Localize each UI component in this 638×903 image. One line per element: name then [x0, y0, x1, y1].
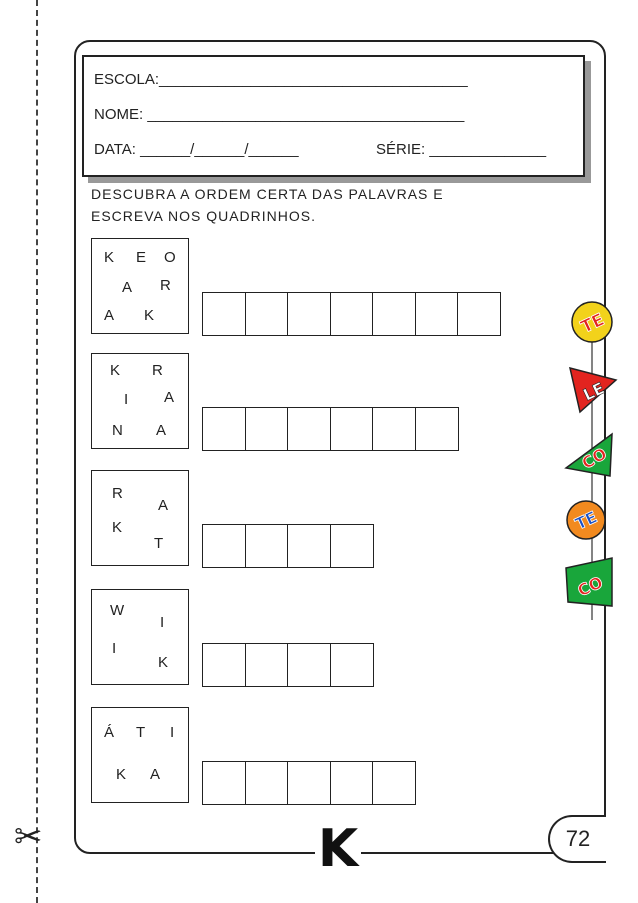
syllable-te-icon — [572, 302, 612, 342]
answer-cell[interactable] — [415, 407, 459, 451]
letter: K — [158, 654, 169, 671]
grade-line[interactable]: SÉRIE: ______________ — [376, 141, 547, 158]
svg-text:CO: CO — [574, 572, 606, 601]
answer-cell[interactable] — [372, 407, 416, 451]
letter: N — [112, 422, 123, 439]
svg-text:TE: TE — [578, 309, 608, 338]
svg-text:TE: TE — [572, 507, 601, 534]
answer-cell[interactable] — [330, 524, 374, 568]
syllable-te-icon — [567, 501, 605, 539]
scrambled-letters-box — [91, 589, 189, 685]
letter: T — [154, 535, 164, 552]
teleco-decoration — [560, 300, 620, 630]
answer-cell[interactable] — [372, 292, 416, 336]
answer-cell[interactable] — [245, 643, 289, 687]
letter: R — [160, 277, 171, 294]
scissors-icon: ✂ — [14, 818, 43, 856]
answer-cell[interactable] — [202, 407, 246, 451]
letter: A — [150, 766, 161, 783]
letter: Á — [104, 724, 115, 741]
answer-cell[interactable] — [245, 761, 289, 805]
answer-cell[interactable] — [202, 524, 246, 568]
letter: W — [110, 602, 125, 619]
answer-cell[interactable] — [330, 643, 374, 687]
answer-cell[interactable] — [287, 524, 331, 568]
letter: A — [156, 422, 167, 439]
scrambled-letters-box — [91, 353, 189, 449]
letter: R — [152, 362, 163, 379]
scrambled-letters-box — [91, 707, 189, 803]
syllable-co-icon — [566, 558, 612, 606]
cut-line — [36, 0, 38, 903]
answer-cell[interactable] — [372, 761, 416, 805]
answer-grid — [202, 643, 374, 687]
letter: I — [160, 614, 165, 631]
svg-text:LE: LE — [580, 378, 608, 405]
letter: A — [164, 389, 175, 406]
answer-cell[interactable] — [330, 407, 374, 451]
school-line[interactable]: ESCOLA:_____________________________________ — [94, 71, 468, 88]
svg-text:CO: CO — [578, 443, 610, 473]
letter: K — [144, 307, 155, 324]
answer-grid — [202, 761, 416, 805]
letter: A — [104, 307, 115, 324]
answer-cell[interactable] — [202, 643, 246, 687]
letter: I — [170, 724, 175, 741]
instruction-text: DESCUBRA A ORDEM CERTA DAS PALAVRAS E ESCREVA NOS QUADRINHOS. — [91, 186, 444, 224]
page-number: 72 — [548, 815, 606, 863]
date-line[interactable]: DATA: ______/______/______ — [94, 141, 299, 158]
syllable-co-icon — [566, 434, 612, 476]
letter: A — [122, 279, 133, 296]
name-line[interactable]: NOME: ______________________________________ — [94, 106, 465, 123]
answer-cell[interactable] — [202, 761, 246, 805]
letter: K — [104, 249, 115, 266]
letter: K — [110, 362, 121, 379]
answer-cell[interactable] — [330, 761, 374, 805]
answer-cell[interactable] — [245, 524, 289, 568]
answer-cell[interactable] — [330, 292, 374, 336]
answer-cell[interactable] — [202, 292, 246, 336]
letter: K — [112, 519, 123, 536]
letter-k-logo — [315, 820, 361, 872]
letter: T — [136, 724, 146, 741]
answer-cell[interactable] — [287, 761, 331, 805]
student-info-box — [82, 55, 585, 177]
answer-cell[interactable] — [245, 407, 289, 451]
letter: O — [164, 249, 176, 266]
answer-cell[interactable] — [415, 292, 459, 336]
letter: R — [112, 485, 123, 502]
letter: I — [112, 640, 117, 657]
answer-cell[interactable] — [287, 643, 331, 687]
answer-cell[interactable] — [457, 292, 501, 336]
answer-grid — [202, 292, 501, 336]
answer-cell[interactable] — [287, 407, 331, 451]
answer-grid — [202, 407, 459, 451]
letter: E — [136, 249, 147, 266]
letter: A — [158, 497, 169, 514]
answer-grid — [202, 524, 374, 568]
letter: K — [116, 766, 127, 783]
answer-cell[interactable] — [287, 292, 331, 336]
scrambled-letters-box — [91, 238, 189, 334]
syllable-le-icon — [570, 368, 616, 412]
letter: I — [124, 391, 129, 408]
answer-cell[interactable] — [245, 292, 289, 336]
svg-text:K: K — [317, 820, 359, 872]
scrambled-letters-box — [91, 470, 189, 566]
